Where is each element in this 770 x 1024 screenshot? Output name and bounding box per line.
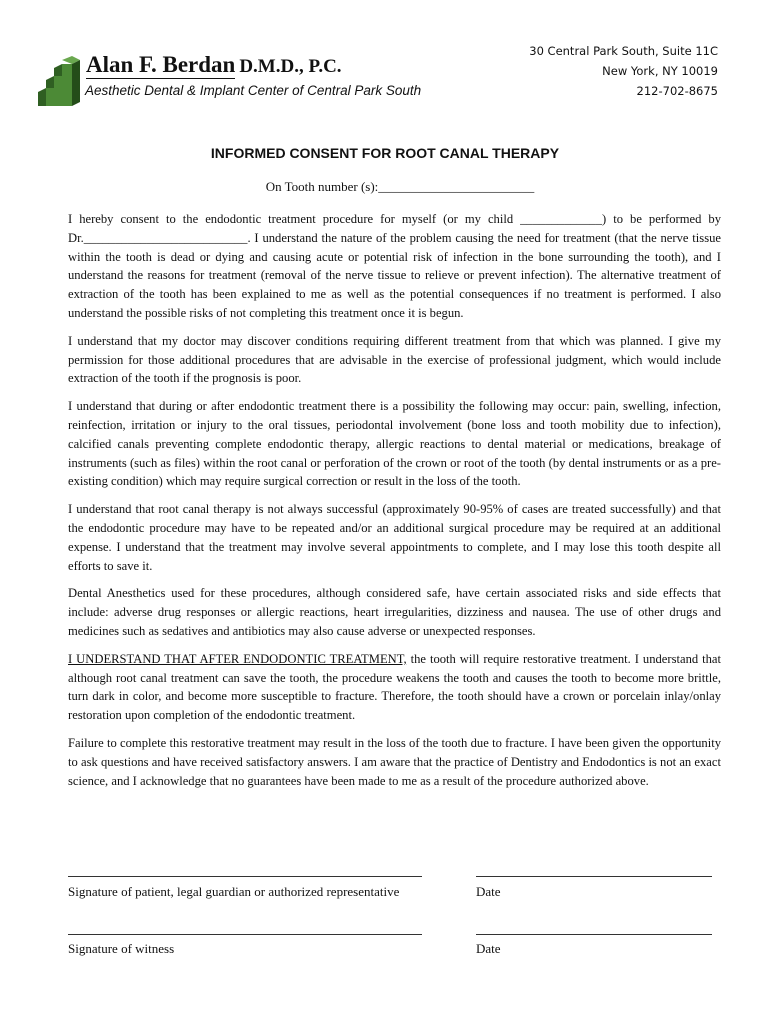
tooth-number-field[interactable]: On Tooth number (s):________________________: [265, 179, 535, 194]
consent-paragraph: I understand that during or after endodontic treatment there is a possibility the following may occur: pain, swelling, infection, reinfection, irritation or injury to the oral tissues, periodontal involvement (bone loss and tooth mobility due to infection), calcified canals preventing complete endodontic therapy, allergic reactions to dental material or medications, breakage of instruments (such as files) within the root canal or perforation of the crown or root of the tooth (by dental instruments or as a pre-existing condition) which may require surgical correction or result in the loss of the tooth.: [68, 399, 721, 489]
paragraph-text: the tooth will require restorative treatment. I understand that although root canal treatment can save the tooth, the procedure weakens the tooth and causes the tooth to become more brittle, turn dark in color, and become more susceptible to fracture. Therefore, the tooth should have a crown or porcelain inlay/onlay restoration upon completion of the endodontic treatment.: [68, 651, 722, 723]
doctor-name: Alan F. Berdan: [86, 52, 236, 77]
patient-date-line[interactable]: [476, 876, 712, 877]
consent-paragraph: Dental Anesthetics used for these procedures, although considered safe, have certain associated risks and side effects that include: adverse drug responses or allergic reactions, heart irregularities, dizziness and nausea. The use of other drugs and medicines such as sedatives and antibiotics may also cause adverse or unexpected responses.: [68, 586, 721, 638]
patient-signature-line[interactable]: [68, 876, 422, 877]
practice-logo: [36, 56, 82, 108]
document-title: INFORMED CONSENT FOR ROOT CANAL THERAPY: [210, 145, 560, 161]
doctor-credentials: D.M.D., P.C.: [239, 56, 342, 77]
witness-date-label: Date: [476, 941, 501, 956]
logo-steps-icon: [38, 56, 80, 106]
practice-tagline: Aesthetic Dental & Implant Center of Central Park South: [85, 83, 422, 98]
address-line-2: New York, NY 10019: [602, 64, 718, 78]
consent-paragraph: Failure to complete this restorative treatment may result in the loss of the tooth due to fracture. I have been given the opportunity to ask questions and have received satisfactory answers. I am aware that the practice of Dentistry and Endodontics is not an exact science, and I acknowledge that no guarantees have been made to me as a result of the procedure authorized above.: [68, 735, 721, 788]
consent-paragraph: [68, 650, 721, 725]
witness-signature-label: Signature of witness: [68, 941, 175, 956]
practice-address: [529, 41, 718, 101]
patient-date-label: Date: [476, 884, 501, 899]
consent-body: [68, 210, 721, 799]
witness-signature-line[interactable]: [68, 934, 422, 935]
doctor-name-heading: [86, 52, 342, 78]
consent-paragraph: I hereby consent to the endodontic treatment procedure for myself (or my child _____________) to be performed by Dr.__________________________. I understand the nature of the problem causing the need for treatment (that the nerve tissue within the tooth is dead or dying and causing acute or potential risk of infection in the bone surrounding the tooth), and I understand the reasons for treatment (removal of the nerve tissue to relieve or prevent infection). The alternative treatment of extraction of the tooth has been explained to me as well as the potential consequences if no treatment is performed. I also understand the possible risks of not completing this treatment once it is begun.: [68, 212, 721, 320]
witness-date-line[interactable]: [476, 934, 712, 935]
emphasis-heading: I UNDERSTAND THAT AFTER ENDODONTIC TREATMENT,: [68, 651, 407, 666]
phone-number: 212-702-8675: [636, 84, 718, 98]
consent-paragraph: I understand that root canal therapy is not always successful (approximately 90-95% of cases are treated successfully) and that the endodontic procedure may have to be repeated and/or an additional surgical procedure may be required at an additional expense. I understand that the treatment may involve several appointments to complete, and I may lose this tooth despite all efforts to save it.: [68, 502, 721, 573]
address-line-1: 30 Central Park South, Suite 11C: [529, 44, 718, 58]
consent-paragraph: I understand that my doctor may discover conditions requiring different treatment from that which was planned. I give my permission for those additional procedures that are advisable in the exercise of professional judgment, which would include extraction of the tooth if the prognosis is poor.: [68, 333, 721, 386]
patient-signature-label: Signature of patient, legal guardian or authorized representative: [68, 884, 400, 899]
